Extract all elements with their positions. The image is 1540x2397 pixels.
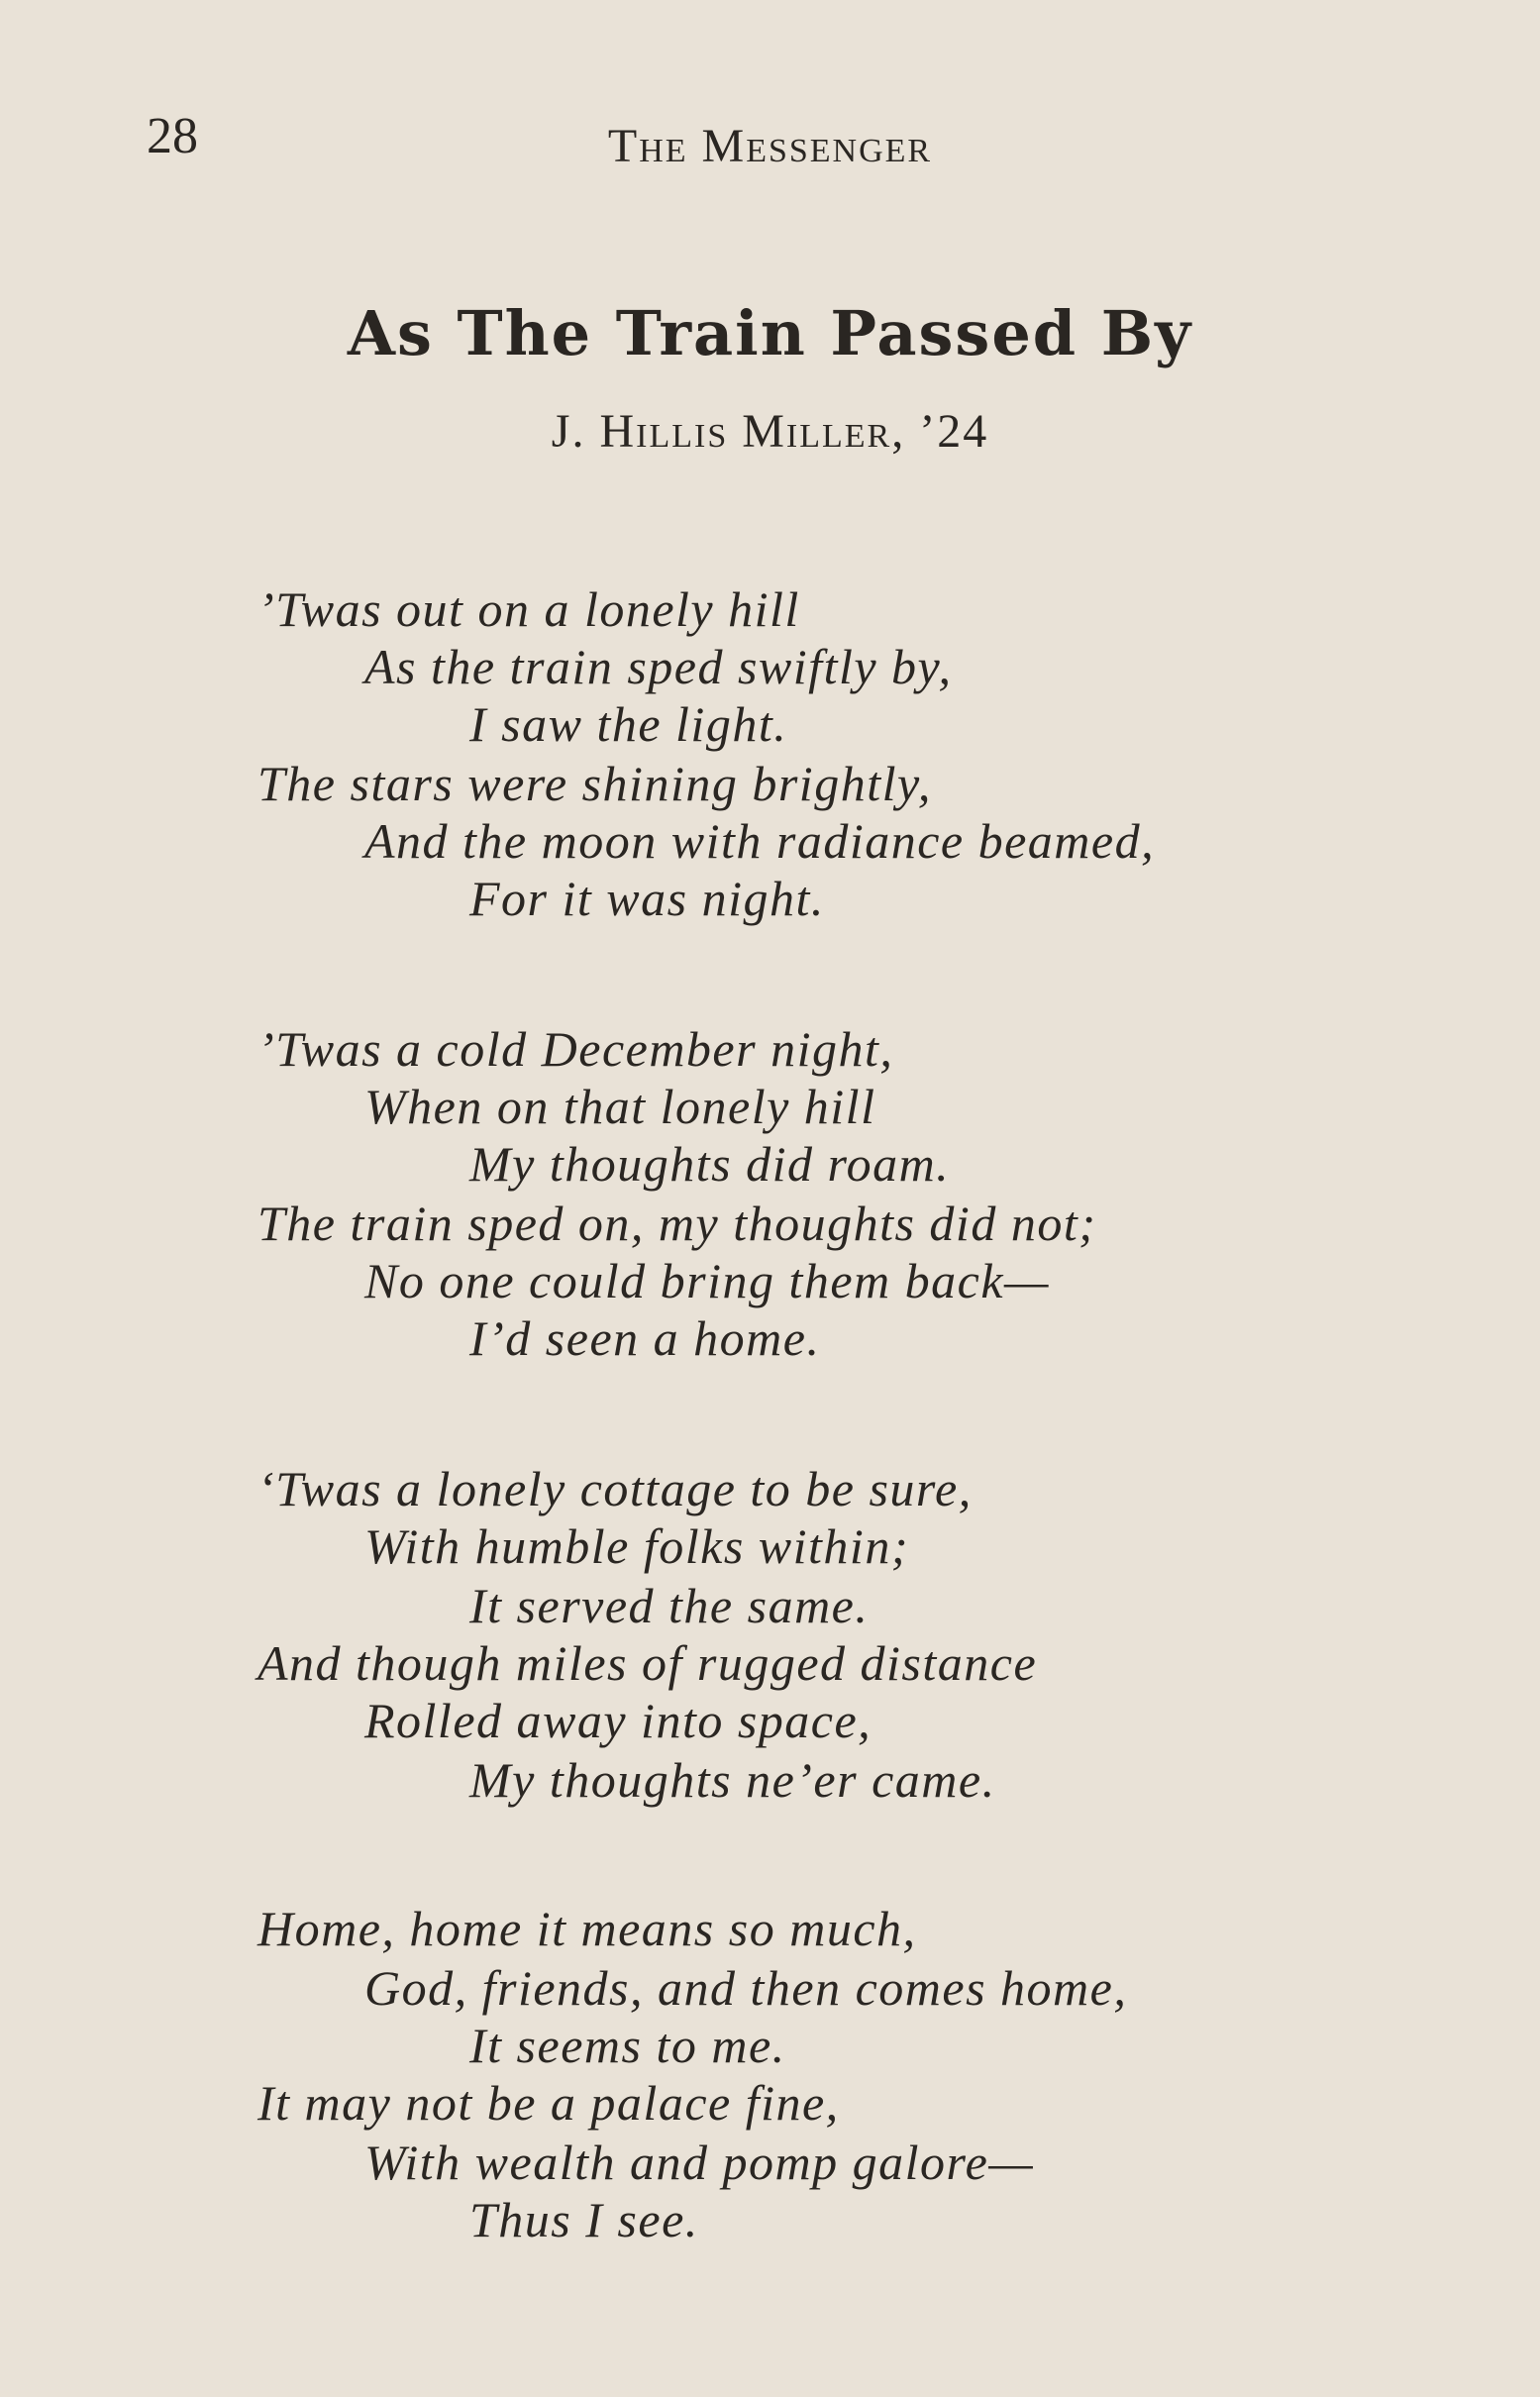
- poem-author: J. Hillis Miller, ’24: [551, 405, 989, 458]
- page-number: 28: [147, 108, 198, 164]
- poem-line: It may not be a palace fine,: [257, 2075, 840, 2131]
- poem-line: I’d seen a home.: [469, 1310, 821, 1366]
- poem-line: For it was night.: [469, 871, 825, 926]
- poem-line: And though miles of rugged distance: [257, 1635, 1038, 1691]
- poem-line: As the train sped swiftly by,: [364, 639, 953, 694]
- poem-line: ‘Twas a lonely cottage to be sure,: [257, 1461, 973, 1516]
- poem-line: ’Twas a cold December night,: [257, 1021, 894, 1077]
- poem-line: My thoughts ne’er came.: [469, 1752, 996, 1808]
- poem-line: My thoughts did roam.: [469, 1136, 951, 1192]
- poem-line: It served the same.: [469, 1578, 870, 1633]
- poem-title: As The Train Passed By: [347, 297, 1193, 369]
- poem-line: God, friends, and then comes home,: [364, 1960, 1128, 2016]
- poem-line: And the moon with radiance beamed,: [364, 813, 1156, 869]
- poem-line: Rolled away into space,: [364, 1693, 873, 1748]
- poem-line: It seems to me.: [469, 2018, 786, 2073]
- running-head: The Messenger: [607, 120, 933, 172]
- poem-line: With humble folks within;: [364, 1518, 909, 1574]
- poem-line: Thus I see.: [469, 2192, 699, 2247]
- poem-line: Home, home it means so much,: [257, 1901, 917, 1956]
- poem-line: I saw the light.: [469, 696, 788, 752]
- poem-line: When on that lonely hill: [364, 1079, 876, 1134]
- poem-line: ’Twas out on a lonely hill: [257, 581, 800, 637]
- poem-line: With wealth and pomp galore—: [364, 2135, 1035, 2190]
- poem-line: The stars were shining brightly,: [257, 756, 932, 811]
- poem-line: The train sped on, my thoughts did not;: [257, 1196, 1097, 1251]
- poem-line: No one could bring them back—: [364, 1253, 1051, 1308]
